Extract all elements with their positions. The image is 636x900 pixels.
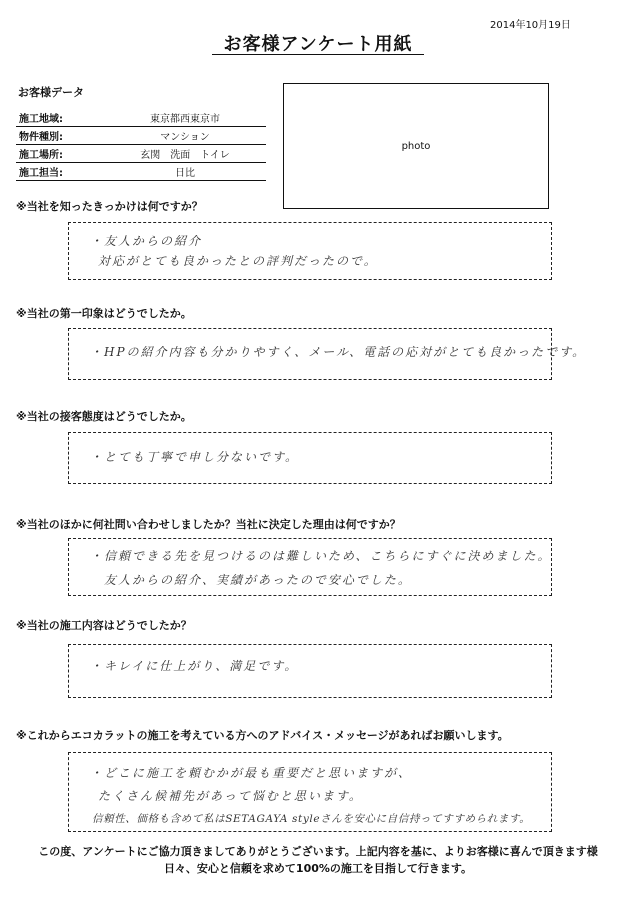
title-underline [212,54,424,55]
footer-line-2: 日々、安心と信頼を求めて100%の施工を目指して行きます。 [163,862,473,875]
answer-4-line-2: 友人からの紹介、実績があったので安心でした。 [104,573,412,587]
page-title: お客様アンケート用紙 [223,34,413,55]
row-value: マンション [101,127,266,145]
question-5: ※当社の施工内容はどうでしたか？ [16,619,192,632]
answer-5-line-1: ・キレイに仕上がり、満足です。 [90,659,299,673]
photo-label: photo [401,140,431,152]
answer-6-line-3: 信頼性、価格も含めて私はSETAGAYA styleさんを安心に自信持ってすすめられます。 [92,813,531,825]
table-row [16,163,266,181]
survey-date: 2014年10月19日 [490,20,571,31]
customer-data-heading: お客様データ [18,86,84,99]
answer-2-line-1: ・HPの紹介内容も分かりやすく、メール、電話の応対がとても良かったです。 [90,345,587,359]
row-value: 玄関 洗面 トイレ [101,145,266,163]
row-value: 東京都西東京市 [101,109,266,127]
row-label: 施工地域: [16,109,101,127]
question-2: ※当社の第一印象はどうでしたか。 [16,307,192,320]
footer-line-1: この度、アンケートにご協力頂きましてありがとうございます。上記内容を基に、よりお客様に喜んで頂きます様 [38,845,598,858]
question-3: ※当社の接客態度はどうでしたか。 [16,410,192,423]
question-1: ※当社を知ったきっかけは何ですか？ [16,200,203,213]
table-row [16,109,266,127]
photo-placeholder [283,83,549,209]
question-6: ※これからエコカラットの施工を考えている方へのアドバイス・メッセージがあればお願いします。 [16,729,509,742]
answer-6-line-2: たくさん候補先があって悩むと思います。 [98,789,363,803]
customer-data-table [16,109,266,181]
answer-4-line-1: ・信頼できる先を見つけるのは難しいため、こちらにすぐに決めました。 [90,549,552,563]
question-4: ※当社のほかに何社問い合わせしましたか？当社に決定した理由は何ですか？ [16,518,401,531]
answer-box-1 [68,222,552,280]
row-label: 施工担当: [16,163,101,181]
answer-1-line-1: ・友人からの紹介 [90,234,203,248]
row-label: 施工場所: [16,145,101,163]
answer-6-line-1: ・どこに施工を頼むかが最も重要だと思いますが、 [90,766,413,780]
row-label: 物件種別: [16,127,101,145]
answer-1-line-2: 対応がとても良かったとの評判だったので。 [98,254,378,268]
table-row [16,127,266,145]
answer-3-line-1: ・とても丁寧で申し分ないです。 [90,450,300,464]
row-value: 日比 [101,163,266,181]
table-row [16,145,266,163]
